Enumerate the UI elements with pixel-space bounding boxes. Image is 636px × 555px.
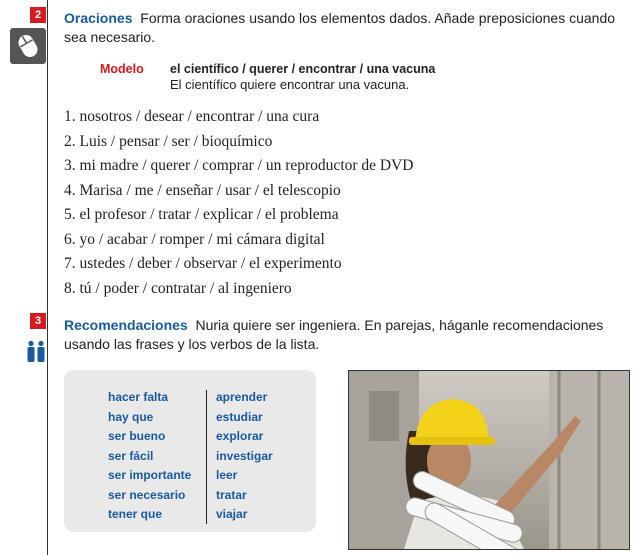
phrase-item: ser fácil — [108, 448, 154, 463]
verb-item: tratar — [216, 487, 247, 502]
activity-instruction: Forma oraciones usando los elementos dados. Añade preposiciones cuando sea necesario. — [64, 10, 616, 45]
verb-item: viajar — [216, 507, 248, 521]
verb-item: investigar — [216, 448, 273, 463]
phrase-item: tener que — [108, 507, 163, 521]
list-item: 8. tú / poder / contratar / al ingeniero — [64, 279, 292, 297]
list-item: 7. ustedes / deber / observar / el experimento — [64, 255, 342, 272]
activity-number-badge: 3 — [30, 313, 46, 329]
model-label: Modelo — [100, 62, 144, 76]
activity-number-badge: 2 — [30, 7, 46, 23]
pair-work-icon — [26, 340, 46, 362]
phrase-item: hacer falta — [108, 390, 169, 404]
activity-title: Oraciones — [64, 10, 133, 26]
phrase-item: ser bueno — [108, 429, 166, 443]
phrase-item: ser necesario — [108, 487, 186, 502]
model-prompt: el científico / querer / encontrar / una vacuna — [170, 62, 436, 76]
list-item: 1. nosotros / desear / encontrar / una cura — [64, 108, 320, 125]
phrase-item: ser importante — [108, 468, 192, 482]
verb-item: aprender — [216, 390, 268, 404]
phrase-column — [108, 388, 191, 525]
verb-item: explorar — [216, 429, 264, 443]
mouse-icon[interactable] — [10, 28, 46, 64]
model-example — [100, 61, 435, 93]
list-item: 3. mi madre / querer / comprar / un reproductor de DVD — [64, 157, 414, 174]
activity-heading — [64, 316, 624, 354]
verb-column — [216, 388, 273, 525]
activity-heading — [64, 9, 624, 47]
activity-instruction: Nuria quiere ser ingeniera. En parejas, háganle recomendaciones usando las frases y los verbos de la lista. — [64, 317, 604, 352]
phrase-item: hay que — [108, 409, 154, 424]
exercise-list — [64, 105, 414, 301]
verb-item: estudiar — [216, 409, 263, 424]
list-item: 5. el profesor / tratar / explicar / el problema — [64, 206, 339, 223]
engineer-photo — [348, 370, 630, 550]
list-item: 6. yo / acabar / romper / mi cámara digital — [64, 230, 325, 248]
word-bank — [64, 370, 316, 532]
margin-rule — [47, 0, 48, 555]
column-divider — [206, 390, 207, 524]
model-answer: El científico quiere encontrar una vacuna. — [170, 77, 410, 92]
list-item: 4. Marisa / me / enseñar / usar / el telescopio — [64, 181, 341, 199]
activity-title: Recomendaciones — [64, 317, 188, 333]
verb-item: leer — [216, 468, 238, 482]
list-item: 2. Luis / pensar / ser / bioquímico — [64, 132, 273, 150]
